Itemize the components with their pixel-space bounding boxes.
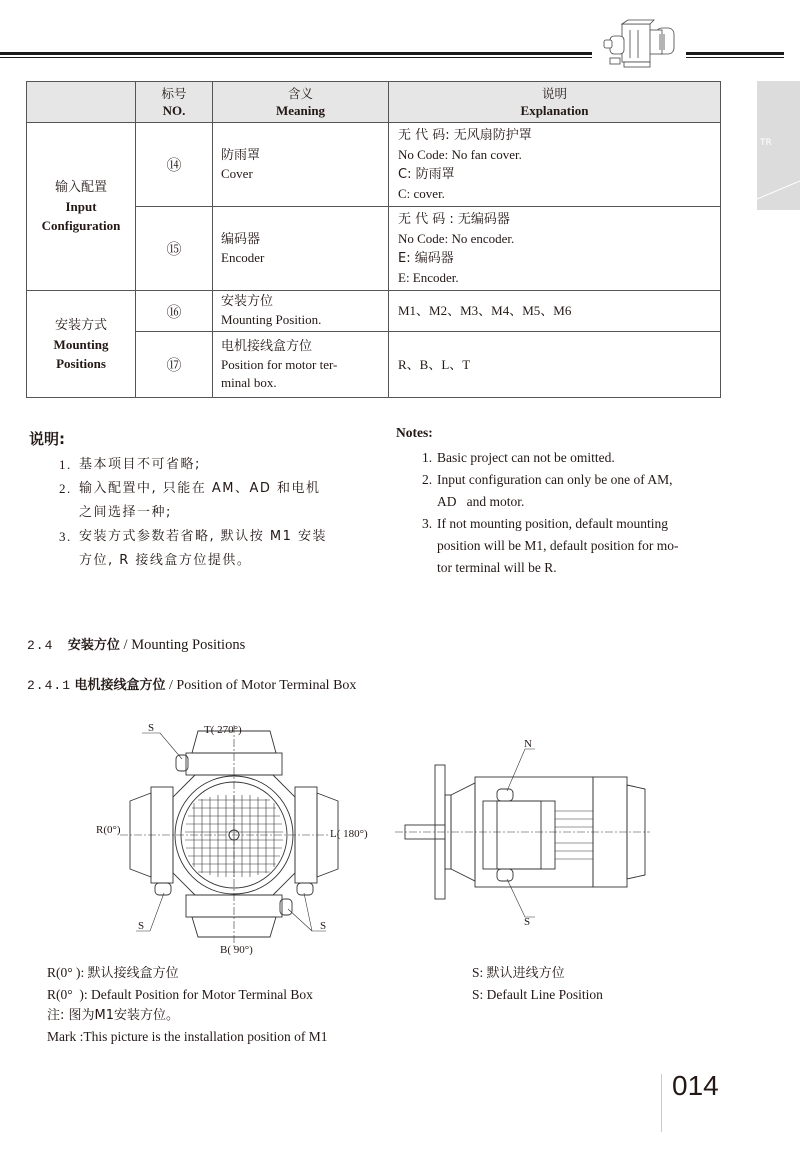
page-number: 014 <box>672 1070 719 1101</box>
header-rule-thin <box>0 57 592 58</box>
caption-mark-en: Mark :This picture is the installation position of M1 <box>47 1029 328 1044</box>
leader-s-bottom-right-2 <box>288 909 312 931</box>
item-meaning: 电机接线盒方位 Position for motor ter- minal box. <box>213 332 389 398</box>
label-s: S <box>320 920 327 932</box>
item-explanation: M1、M2、M3、M4、M5、M6 <box>389 291 721 332</box>
note-item-cont: 之间选择一种; <box>79 505 172 520</box>
note-item-cont: position will be M1, default position for mo- <box>437 538 679 553</box>
item-number: ⑰ <box>136 332 213 398</box>
cooling-fins <box>555 811 593 859</box>
terminal-box-right <box>295 787 338 895</box>
cable-gland-s <box>497 869 513 881</box>
note-item: 2. 输入配置中, 只能在 AM、AD 和电机 <box>59 481 321 496</box>
page-number-divider <box>661 1074 662 1132</box>
cable-gland-s <box>155 883 171 895</box>
group-input-configuration: 输入配置 Input Configuration <box>27 123 136 291</box>
terminal-box-bottom <box>186 895 292 937</box>
captions-right <box>472 962 603 1005</box>
table-row <box>27 123 721 207</box>
item-explanation: R、B、L、T <box>389 332 721 398</box>
vent-grid <box>185 795 283 877</box>
item-meaning: 安装方位 Mounting Position. <box>213 291 389 332</box>
section-heading: 2.4 安装方位 / Mounting Positions <box>27 637 246 653</box>
label-n: N <box>524 738 532 750</box>
header-rule-right-thin <box>686 57 784 58</box>
header-rule-right <box>686 52 784 55</box>
note-item: 2. Input configuration can only be one of AM, <box>422 472 673 487</box>
notes-cn-title: 说明: <box>29 430 65 448</box>
header-meaning: 含义 Meaning <box>213 82 389 123</box>
terminal-box-lid <box>497 801 541 869</box>
section-side-tab[interactable] <box>757 81 800 210</box>
note-item: 1. 基本项目不可省略; <box>59 457 201 472</box>
gear-motor-icon <box>600 18 682 70</box>
header-no: 标号 NO. <box>136 82 213 123</box>
group-mounting-positions: 安装方式 Mounting Positions <box>27 291 136 398</box>
spec-table <box>26 81 721 398</box>
item-explanation: 无 代 码: 无风扇防护罩 No Code: No fan cover. C: 防雨罩 C: cover. <box>389 123 721 207</box>
note-item: 3. If not mounting position, default mounting <box>422 516 668 531</box>
header-explanation: 说明 Explanation <box>389 82 721 123</box>
note-item-cont: 方位, R 接线盒方位提供。 <box>79 553 252 568</box>
leader-s <box>507 879 535 917</box>
caption-r-en: R(0° ): Default Position for Motor Terminal Box <box>47 987 313 1002</box>
caption-r-cn: R(0° ): 默认接线盒方位 <box>47 965 179 981</box>
label-b-90: B( 90°) <box>220 944 253 955</box>
leader-n <box>507 749 535 791</box>
table-row <box>27 291 721 332</box>
cable-gland-s <box>297 883 313 895</box>
note-item-cont: tor terminal will be R. <box>437 560 557 575</box>
subsection-heading: 2.4.1 电机接线盒方位 / Position of Motor Terminal Box <box>27 678 357 693</box>
item-number: ⑭ <box>136 123 213 207</box>
table-header-row <box>27 82 721 123</box>
note-item-cont: AD and motor. <box>437 494 525 509</box>
item-number: ⑯ <box>136 291 213 332</box>
label-r-0: R(0°) <box>96 824 121 836</box>
motor-front-view-diagram <box>80 715 380 955</box>
item-number: ⑮ <box>136 207 213 291</box>
note-item: 1. Basic project can not be omitted. <box>422 450 615 465</box>
label-s: S <box>148 722 155 734</box>
caption-mark-cn: 注: 图为M1安装方位。 <box>47 1008 179 1023</box>
motor-side-view-diagram <box>395 735 655 930</box>
label-s: S <box>524 916 531 928</box>
notes-chinese <box>29 428 327 573</box>
header-group <box>27 82 136 123</box>
leader-s-top <box>142 733 182 759</box>
label-s: S <box>138 920 145 932</box>
label-l-180: L( 180°) <box>330 828 368 840</box>
side-tab-label: TR <box>760 138 772 148</box>
item-meaning: 编码器 Encoder <box>213 207 389 291</box>
label-t-270: T( 270°) <box>204 724 242 736</box>
notes-english <box>396 425 722 579</box>
item-meaning: 防雨罩 Cover <box>213 123 389 207</box>
motor-body <box>475 777 593 887</box>
header-rule <box>0 52 592 55</box>
notes-en-title: Notes: <box>396 425 433 440</box>
side-tab-diagonal <box>757 81 800 210</box>
caption-s-cn: S: 默认进线方位 <box>472 965 565 981</box>
cable-gland-n <box>497 789 513 801</box>
note-item: 3. 安装方式参数若省略, 默认按 M1 安装 <box>59 529 328 544</box>
terminal-box <box>483 801 555 869</box>
caption-s-en: S: Default Line Position <box>472 987 603 1002</box>
terminal-box-top <box>176 731 282 775</box>
item-explanation: 无 代 码 : 无编码器 No Code: No encoder. E: 编码器 E: Encoder. <box>389 207 721 291</box>
terminal-box-left <box>130 787 173 895</box>
captions-left <box>47 962 327 1047</box>
